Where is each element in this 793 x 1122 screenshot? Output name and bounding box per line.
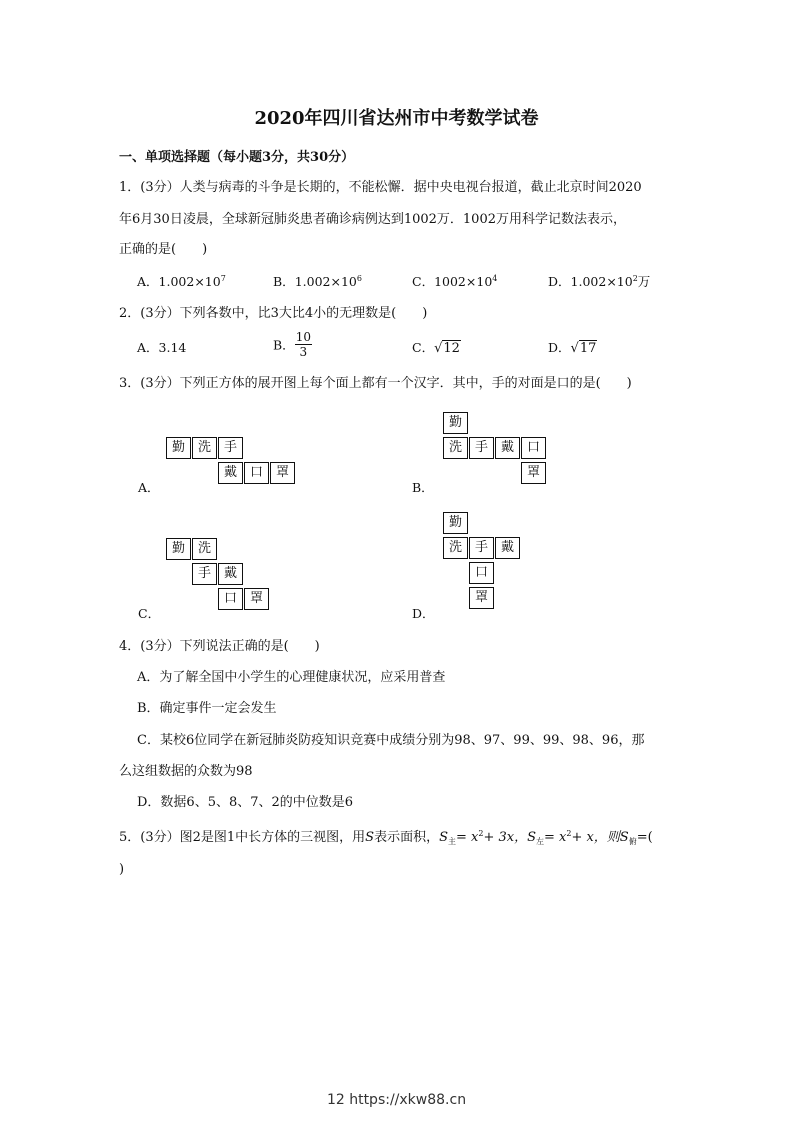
q4-option-c-cont: 么这组数据的众数为98	[119, 764, 253, 779]
q2-option-c: C．√12	[412, 340, 460, 356]
net-cell: 洗	[192, 437, 217, 459]
net-cell: 戴	[218, 563, 243, 585]
net-cell: 洗	[192, 538, 217, 560]
net-cell: 罩	[469, 587, 494, 609]
net-cell: 手	[469, 537, 494, 559]
q3-line1: 3．(3分）下列正方体的展开图上每个面上都有一个汉字．其中，手的对面是口的是( )	[119, 376, 632, 391]
net-cell: 勤	[166, 538, 191, 560]
q5-line1: 5．(3分）图2是图1中长方体的三视图，用S表示面积，$S_主= x^2+ 3x$，$S_左= x^2+ x$，则$S_俯=$(	[119, 829, 653, 846]
net-cell: 手	[469, 437, 494, 459]
q3-option-a: A．	[138, 480, 160, 495]
fraction: $\frac{10}{3}$	[295, 330, 311, 359]
q3-option-b: B．	[412, 480, 434, 495]
section-heading: 一、单项选择题（每小题3分，共30分）	[119, 150, 355, 165]
q4-option-a: A．为了解全国中小学生的心理健康状况，应采用普查	[137, 670, 446, 685]
q4-option-c: C．某校6位同学在新冠肺炎防疫知识竞赛中成绩分别为98、97、99、99、98、96，那	[137, 733, 645, 748]
q2-line1: 2．(3分）下列各数中，比3大比4小的无理数是( )	[119, 306, 428, 321]
q3-option-c: C．	[138, 606, 161, 621]
q1-line1: 1．(3分）人类与病毒的斗争是长期的，不能松懈．据中央电视台报道，截止北京时间2020	[119, 180, 642, 195]
q2-option-b: B． $\frac{10}{3}$	[273, 330, 311, 359]
q3-option-d: D．	[412, 606, 435, 621]
net-cell: 戴	[218, 462, 243, 484]
net-cell: 口	[218, 588, 243, 610]
net-cell: 戴	[495, 537, 520, 559]
q2-option-a: A．3.14	[137, 340, 187, 355]
page-footer: 12 https://xkw88.cn	[326, 1092, 467, 1108]
net-cell: 戴	[495, 437, 520, 459]
q1-option-c: C．$1002\times 10^4$	[412, 274, 498, 289]
q1-option-b: B．$1.002\times 10^6$	[273, 274, 362, 289]
sqrt-symbol: √17	[570, 341, 597, 356]
q4-option-b: B．确定事件一定会发生	[137, 701, 277, 716]
q4-line1: 4．(3分）下列说法正确的是( )	[119, 639, 320, 654]
net-cell: 罩	[270, 462, 295, 484]
q1-option-a: A．$1.002\times 10^7$	[137, 274, 226, 289]
net-cell: 勤	[443, 412, 468, 434]
net-cell: 勤	[166, 437, 191, 459]
q5-line2: )	[119, 862, 125, 877]
net-cell: 口	[521, 437, 546, 459]
net-cell: 口	[244, 462, 269, 484]
q1-line3: 正确的是( )	[119, 242, 208, 257]
sqrt-symbol: √12	[434, 341, 460, 356]
net-cell: 手	[192, 563, 217, 585]
q1-line2: 年6月30日凌晨，全球新冠肺炎患者确诊病例达到1002万．1002万用科学记数法表示，	[119, 212, 626, 227]
net-cell: 罩	[244, 588, 269, 610]
q2-option-d: D．√17	[548, 340, 597, 356]
page-title: 2020年四川省达州市中考数学试卷	[254, 108, 539, 129]
net-cell: 罩	[521, 462, 546, 484]
net-cell: 洗	[443, 537, 468, 559]
q4-option-d: D．数据6、5、8、7、2的中位数是6	[137, 795, 354, 810]
net-cell: 洗	[443, 437, 468, 459]
net-cell: 勤	[443, 512, 468, 534]
net-cell: 手	[218, 437, 243, 459]
q1-option-d: D．$1.002\times 10^2$万	[548, 274, 651, 289]
net-cell: 口	[469, 562, 494, 584]
